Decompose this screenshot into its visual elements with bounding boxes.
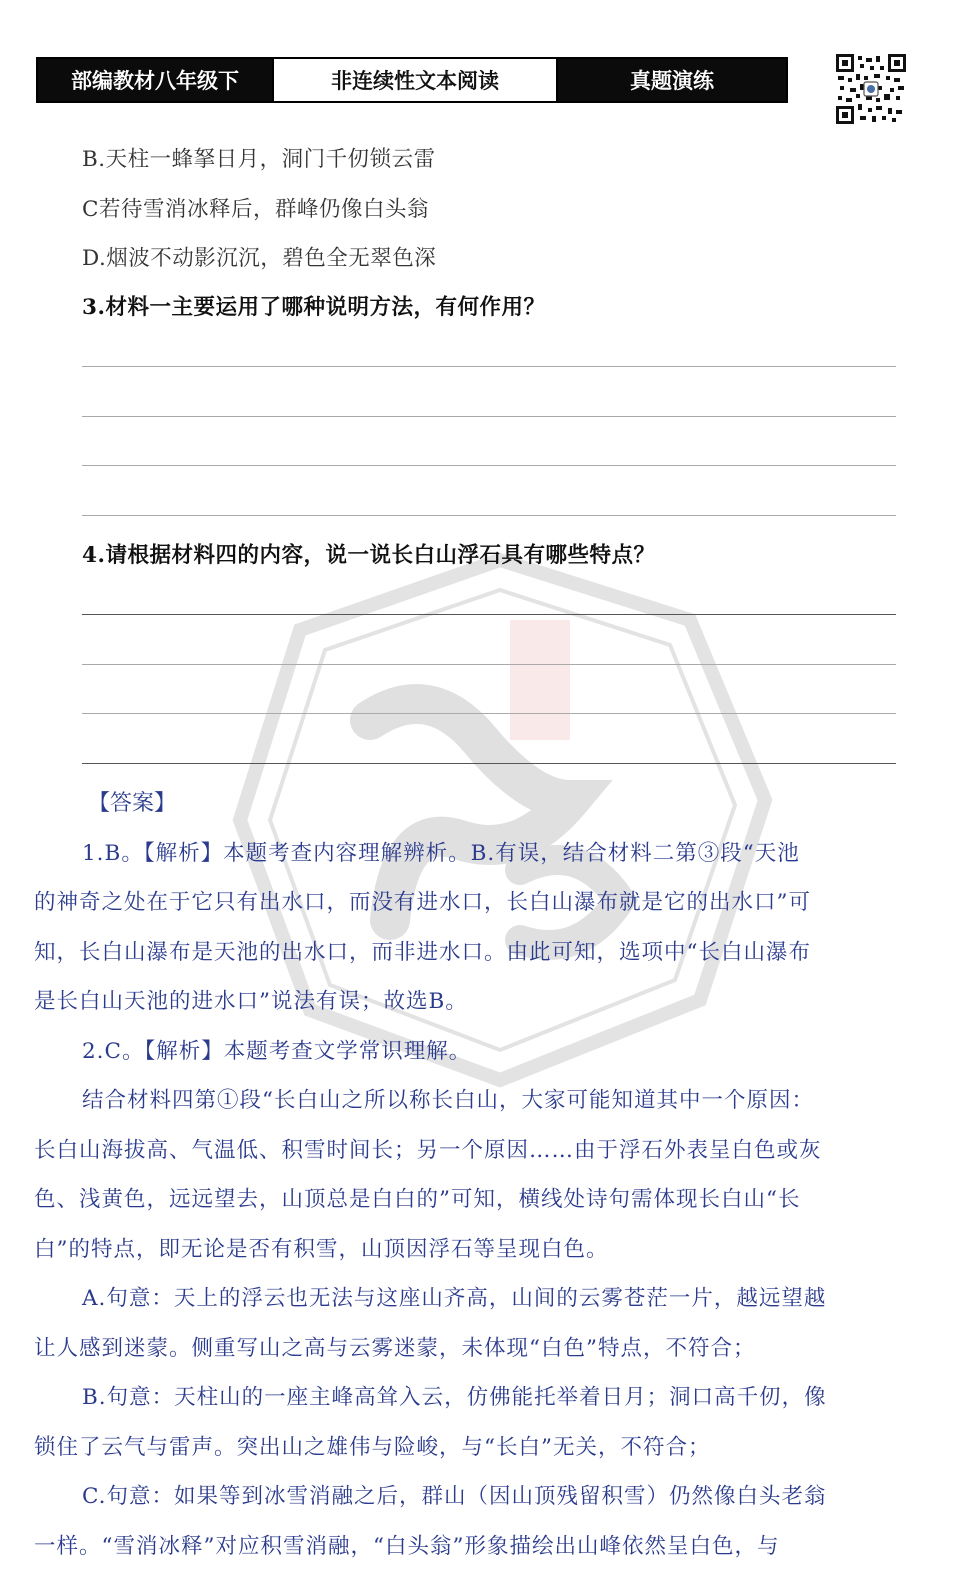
answer-line-text: B.句意：天柱山的一座主峰高耸入云，仿佛能托举着日月；洞口高千仞，像 [82, 1385, 827, 1410]
answer-line-text: 是长白山天池的进水口”说法有误；故选B。 [34, 989, 468, 1014]
answer-line-text: 一样。“雪消冰释”对应积雪消融，“白头翁”形象描绘出山峰依然呈白色，与 [34, 1534, 780, 1559]
answer-line[interactable] [82, 664, 896, 665]
option-d: D.烟波不动影沉沉，碧色全无翠色深 [82, 246, 437, 271]
answer-line-text: 1.B。【解析】本题考查内容理解辨析。B.有误，结合材料二第③段“天池 [82, 841, 800, 866]
answer-line[interactable] [82, 416, 896, 417]
answer-line-text: 让人感到迷蒙。侧重写山之高与云雾迷蒙，未体现“白色”特点，不符合； [34, 1336, 756, 1361]
answer-line-text: 色、浅黄色，远远望去，山顶总是白白的”可知，横线处诗句需体现长白山“长 [34, 1187, 801, 1212]
answer-line[interactable] [82, 465, 896, 466]
question-4: 4.请根据材料四的内容，说一说长白山浮石具有哪些特点？ [82, 543, 656, 568]
option-c: C若待雪消冰释后，群峰仍像白头翁 [82, 197, 429, 222]
answer-title: 【答案】 [88, 791, 177, 816]
answer-line[interactable] [82, 614, 896, 615]
header-bar [36, 57, 788, 103]
answer-line[interactable] [82, 366, 896, 367]
answer-line[interactable] [82, 515, 896, 516]
answer-line-text: 2.C。【解析】本题考查文学常识理解。 [82, 1039, 472, 1064]
watermark-seal-icon [220, 540, 780, 1100]
header-section: 真题演练 [558, 59, 786, 101]
qr-code-icon [836, 54, 906, 124]
answer-line[interactable] [82, 713, 896, 714]
question-3: 3.材料一主要运用了哪种说明方法，有何作用？ [82, 295, 546, 320]
answer-line-text: 锁住了云气与雷声。突出山之雄伟与险峻，与“长白”无关，不符合； [34, 1435, 711, 1460]
answer-line-text: A.句意：天上的浮云也无法与这座山齐高，山间的云雾苍茫一片，越远望越 [82, 1286, 827, 1311]
header-textbook: 部编教材八年级下 [38, 59, 272, 101]
answer-line-text: 知，长白山瀑布是天池的出水口，而非进水口。由此可知，选项中“长白山瀑布 [34, 940, 811, 965]
answer-line-text: C.句意：如果等到冰雪消融之后，群山（因山顶残留积雪）仍然像白头老翁 [82, 1484, 827, 1509]
answer-line-text: 长白山海拔高、气温低、积雪时间长；另一个原因……由于浮石外表呈白色或灰 [34, 1138, 822, 1163]
header-topic: 非连续性文本阅读 [272, 59, 558, 101]
answer-line-text: 白”的特点，即无论是否有积雪，山顶因浮石等呈现白色。 [34, 1237, 609, 1262]
answer-line-text: 结合材料四第①段“长白山之所以称长白山，大家可能知道其中一个原因： [82, 1088, 814, 1113]
option-b: B.天柱一蜂拏日月，洞门千仞锁云雷 [82, 147, 436, 172]
answer-line-text: 的神奇之处在于它只有出水口，而没有进水口，长白山瀑布就是它的出水口”可 [34, 890, 811, 915]
answer-line[interactable] [82, 763, 896, 764]
